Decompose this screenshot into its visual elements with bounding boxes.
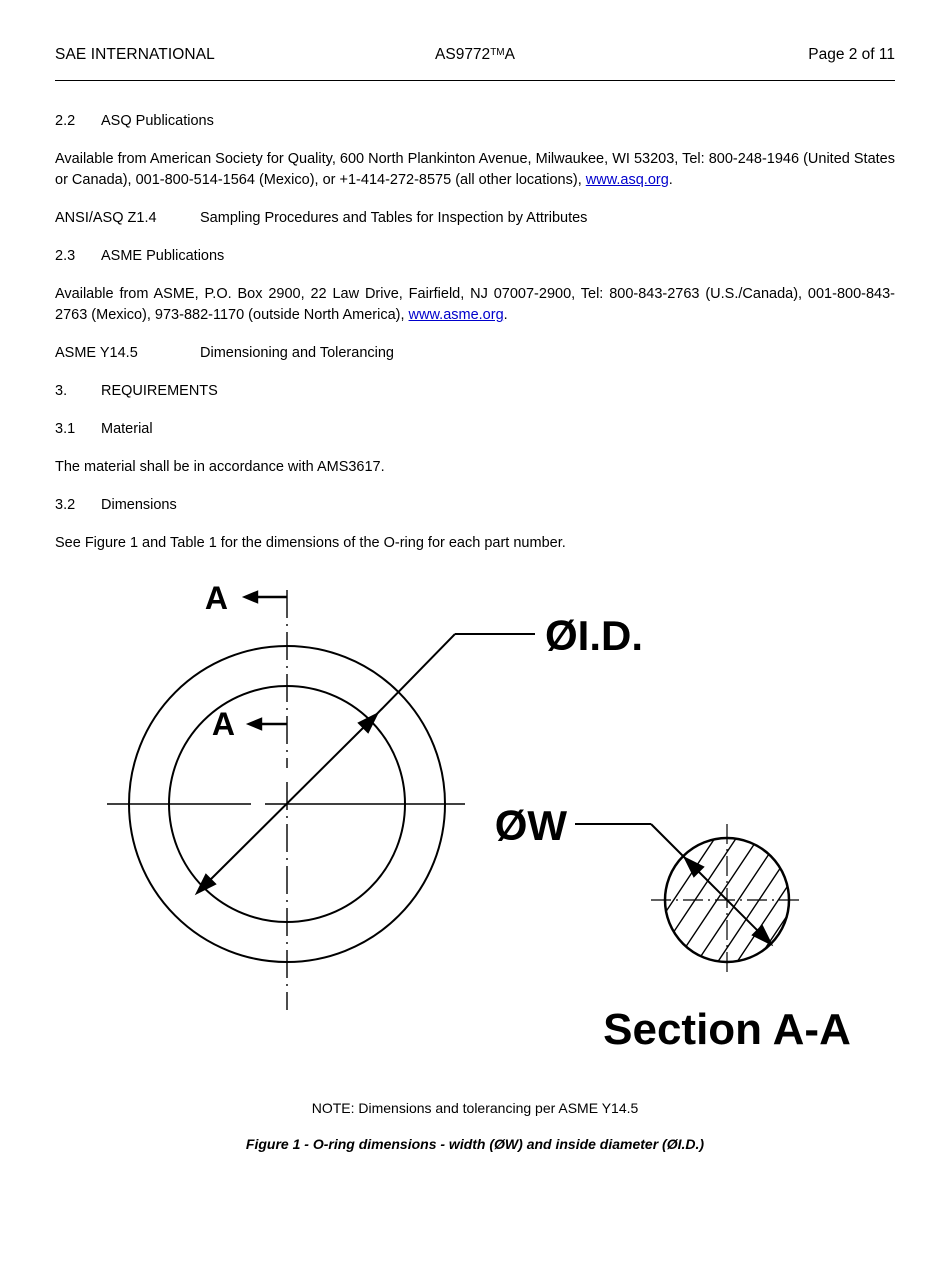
asme-doc-title: Dimensioning and Tolerancing <box>200 345 394 362</box>
header-doc-revision: A <box>504 46 515 63</box>
section-number-3-2: 3.2 <box>55 497 76 514</box>
asq-availability-period: . <box>668 172 673 189</box>
header-document-number <box>55 46 895 64</box>
header-doc-id: AS9772 <box>435 46 491 63</box>
section-number-2-2: 2.2 <box>55 113 76 129</box>
section-title-3-2: Dimensions <box>101 497 177 514</box>
section-title-3: REQUIREMENTS <box>101 383 218 400</box>
section-title-2-3: ASME Publications <box>101 248 225 265</box>
inside-diameter-dimension <box>197 634 535 893</box>
ansi-asq-doc-title: Sampling Procedures and Tables for Inspection by Attributes <box>200 210 588 227</box>
asme-availability-period: . <box>503 307 508 324</box>
section-heading-2-2 <box>55 111 895 132</box>
asq-availability-text: Available from American Society for Quality, 600 North Plankinton Avenue, Milwaukee, WI 53203, Tel: 800-248-1946 (United States or Canada), 001-800-514-1564 (Mexico), or +1-414-272-8575 (all other locations), <box>55 151 895 189</box>
section-aa-title: Section A-A <box>603 1005 851 1055</box>
asq-website-link[interactable]: www.asq.org <box>585 172 669 189</box>
asme-website-link[interactable]: www.asme.org <box>408 307 504 324</box>
dimensions-paragraph: See Figure 1 and Table 1 for the dimensions of the O-ring for each part number. <box>55 535 566 552</box>
section-heading-3-1 <box>55 419 895 440</box>
trademark-symbol: TM <box>490 47 505 58</box>
asme-availability-paragraph <box>55 284 895 326</box>
document-page <box>0 40 950 1270</box>
section-number-3-1: 3.1 <box>55 421 76 438</box>
oring-centerlines <box>107 590 465 1010</box>
inside-diameter-label: ØI.D. <box>545 612 644 660</box>
asme-y145-reference <box>55 343 895 364</box>
section-arrow-middle <box>249 719 287 729</box>
page-header <box>55 40 895 81</box>
section-hatching <box>647 820 821 1018</box>
section-label-a-middle: A <box>211 706 235 743</box>
section-heading-3 <box>55 381 895 402</box>
figure-1-container <box>55 572 895 1092</box>
asme-doc-number: ASME Y14.5 <box>55 345 138 362</box>
section-number-3: 3. <box>55 383 68 400</box>
section-heading-3-2 <box>55 495 895 516</box>
width-label: ØW <box>494 802 567 850</box>
section-arrow-top <box>245 592 287 602</box>
header-page-number: Page 2 of 11 <box>808 46 895 63</box>
asme-availability-text: Available from ASME, P.O. Box 2900, 22 Law Drive, Fairfield, NJ 07007-2900, Tel: 800-843-2763 (U.S./Canada), 001-800-843-2763 (Mexico), 973-882-1170 (outside North America), <box>55 286 895 324</box>
section-title-2-2: ASQ Publications <box>101 113 214 129</box>
section-number-2-3: 2.3 <box>55 248 76 265</box>
section-title-3-1: Material <box>101 421 153 438</box>
document-body <box>55 111 895 554</box>
ansi-asq-z14-reference <box>55 208 895 229</box>
figure-note: NOTE: Dimensions and tolerancing per ASME Y14.5 <box>311 1100 639 1117</box>
asq-availability-paragraph <box>55 149 895 191</box>
header-organization: SAE INTERNATIONAL <box>55 46 215 63</box>
material-paragraph: The material shall be in accordance with AMS3617. <box>55 459 385 476</box>
ansi-asq-doc-number: ANSI/ASQ Z1.4 <box>55 210 157 227</box>
figure-caption: Figure 1 - O-ring dimensions - width (ØW) and inside diameter (ØI.D.) <box>245 1136 705 1153</box>
section-aa-view <box>575 820 821 1018</box>
section-heading-2-3 <box>55 246 895 267</box>
section-label-a-top: A <box>204 580 228 617</box>
oring-dimension-drawing <box>55 572 895 1062</box>
